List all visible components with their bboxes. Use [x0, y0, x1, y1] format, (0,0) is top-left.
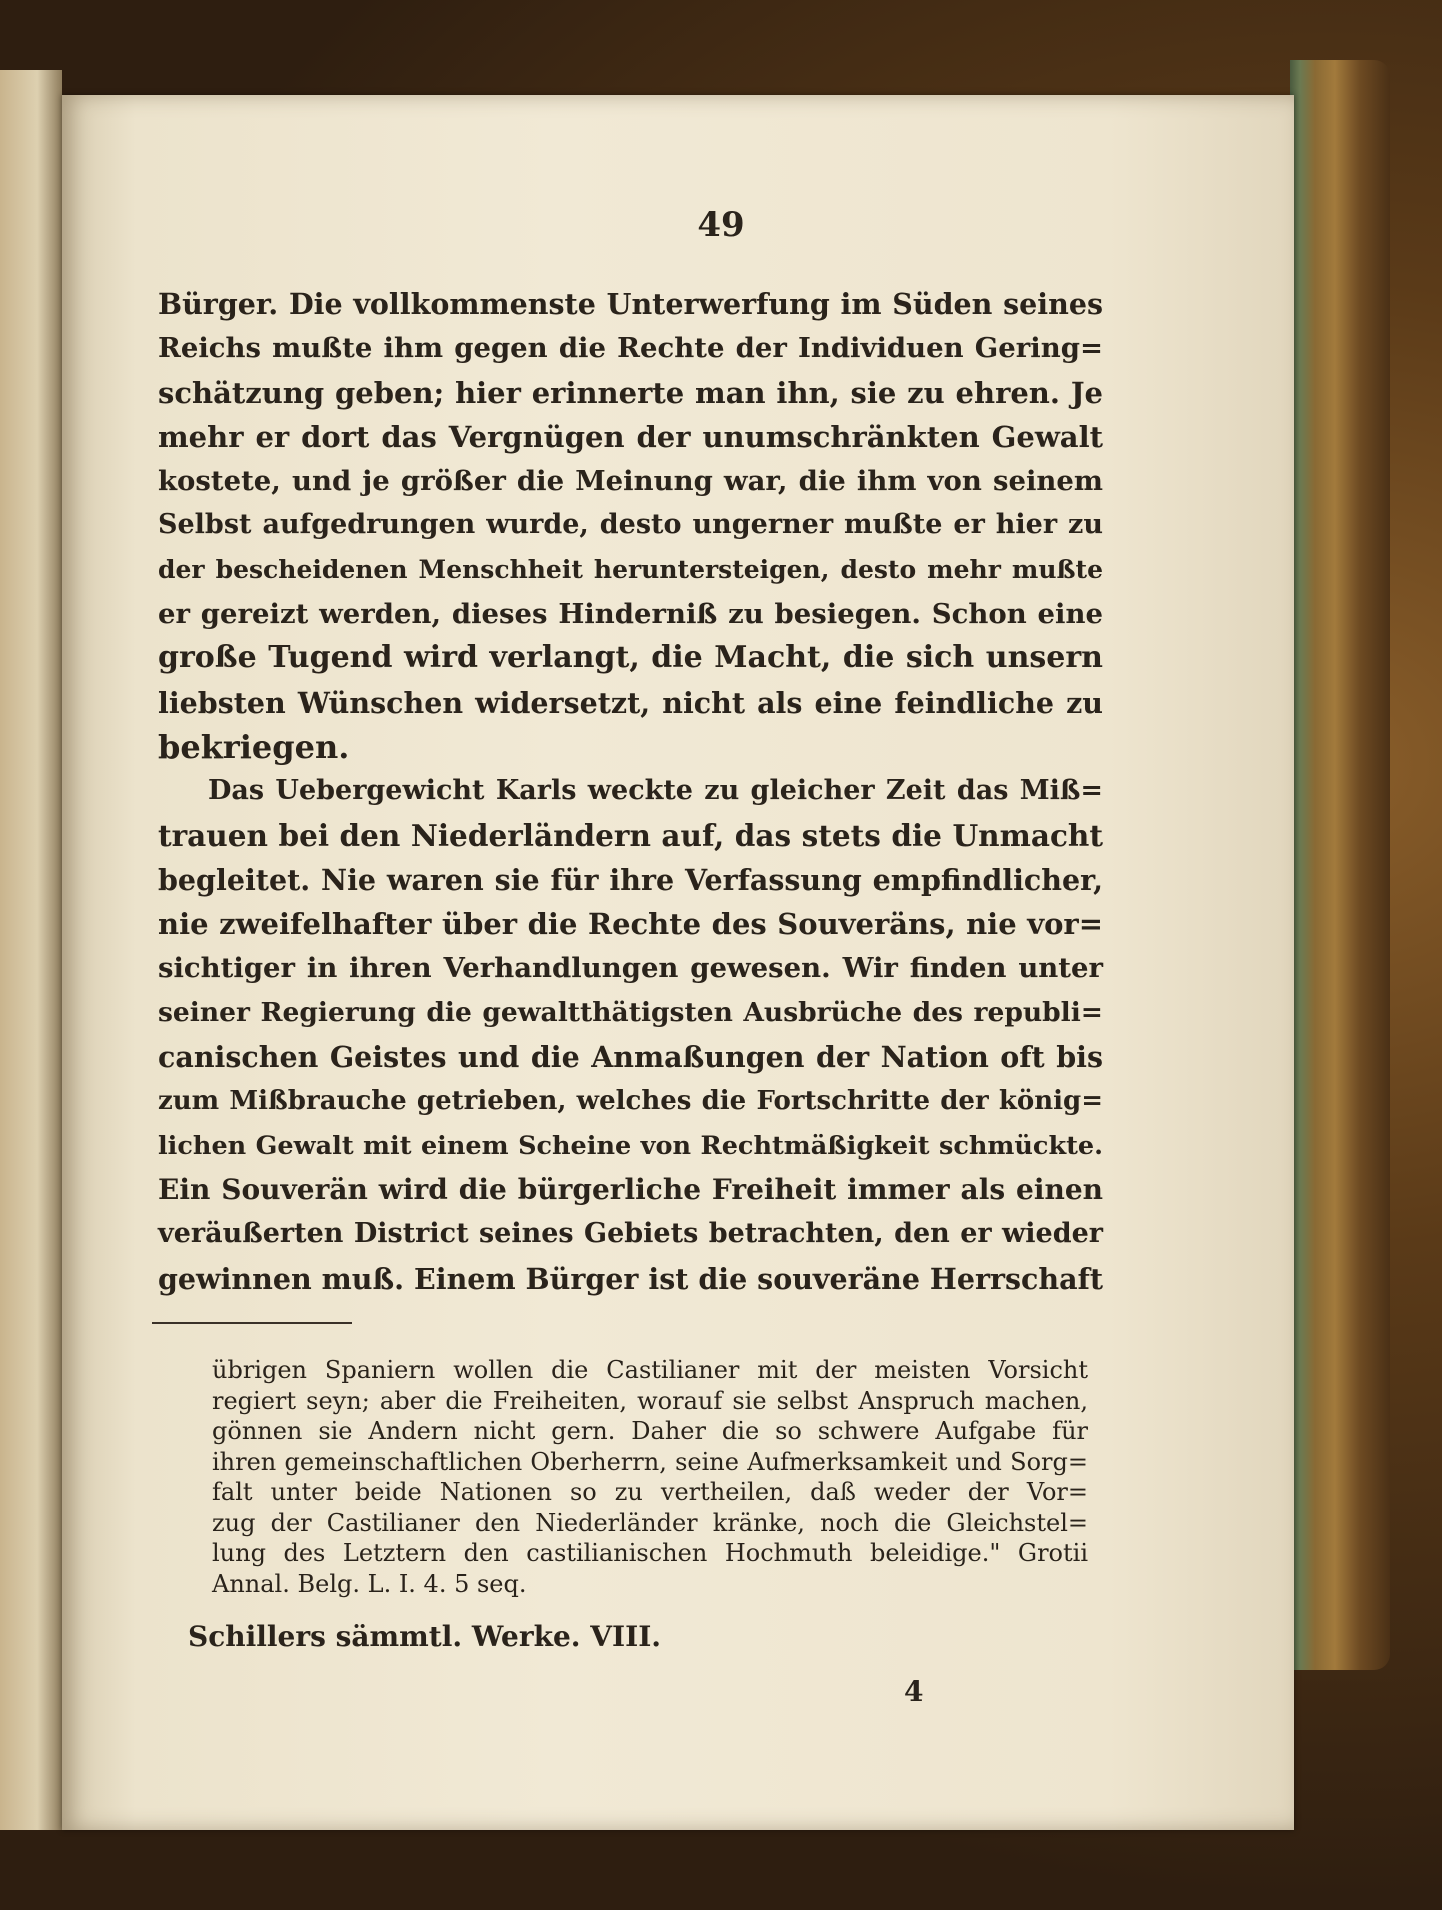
footnote-line: lung des Letztern den castilianischen Hochmuth beleidige." Grotii: [212, 1539, 1088, 1567]
text-line: große Tugend wird verlangt, die Macht, die sich unsern: [158, 640, 1103, 676]
sheet-number: 4: [904, 1675, 924, 1708]
footnote-rule: [152, 1322, 352, 1324]
footnote-line: übrigen Spaniern wollen die Castilianer mit der meisten Vorsicht: [212, 1356, 1088, 1384]
text-line: nie zweifelhafter über die Rechte des Souveräns, nie vor=: [158, 907, 1103, 942]
text-line: der bescheidenen Menschheit heruntersteigen, desto mehr mußte: [158, 554, 1103, 584]
page-number: 49: [697, 205, 745, 245]
footnote-line: gönnen sie Andern nicht gern. Daher die so schwere Aufgabe für: [212, 1417, 1088, 1445]
text-line: mehr er dort das Vergnügen der unumschränkten Gewalt: [158, 419, 1103, 454]
text-line: schätzung geben; hier erinnerte man ihn, sie zu ehren. Je: [158, 375, 1103, 410]
text-line: trauen bei den Niederländern auf, das stets die Unmacht: [158, 817, 1103, 853]
footnote-line: regiert seyn; aber die Freiheiten, worauf sie selbst Anspruch machen,: [212, 1386, 1088, 1415]
text-line: sichtiger in ihren Verhandlungen gewesen. Wir finden unter: [158, 952, 1103, 985]
left-page-edge: [0, 70, 62, 1830]
text-line: bekriegen.: [158, 727, 350, 766]
text-line: begleitet. Nie waren sie für ihre Verfassung empfindlicher,: [158, 862, 1103, 897]
footnote-line: zug der Castilianer den Niederländer kränke, noch die Gleichstel=: [212, 1508, 1088, 1537]
body-text: [158, 282, 1103, 1301]
paragraph-2: [158, 769, 1103, 1301]
text-line: Reichs mußte ihm gegen die Rechte der Individuen Gering=: [158, 332, 1103, 365]
text-line: Bürger. Die vollkommenste Unterwerfung im Süden seines: [158, 287, 1103, 321]
text-line: veräußerten District seines Gebiets betrachten, den er wieder: [158, 1218, 1103, 1250]
footnote-line: ihren gemeinschaftlichen Oberherrn, seine Aufmerksamkeit und Sorg=: [212, 1447, 1088, 1476]
footnote-line: falt unter beide Nationen so zu vertheilen, daß weder der Vor=: [212, 1478, 1088, 1506]
text-line: Selbst aufgedrungen wurde, desto ungerner mußte er hier zu: [158, 509, 1103, 541]
text-line: canischen Geistes und die Anmaßungen der Nation oft bis: [158, 1040, 1103, 1075]
printer-signature: Schillers sämmtl. Werke. VIII.: [188, 1620, 662, 1653]
text-line: Das Uebergewicht Karls weckte zu gleicher Zeit das Miß=: [208, 775, 1103, 807]
paragraph-1: [158, 282, 1103, 769]
footnote: [212, 1355, 1088, 1599]
text-line: kostete, und je größer die Meinung war, die ihm von seinem: [158, 465, 1103, 498]
text-line: er gereizt werden, dieses Hinderniß zu besiegen. Schon eine: [158, 598, 1103, 631]
text-line: gewinnen muß. Einem Bürger ist die souveräne Herrschaft: [158, 1261, 1103, 1296]
text-line: seiner Regierung die gewaltthätigsten Ausbrüche des republi=: [158, 996, 1103, 1028]
text-line: liebsten Wünschen widersetzt, nicht als eine feindliche zu: [158, 685, 1103, 720]
text-line: Ein Souverän wird die bürgerliche Freiheit immer als einen: [158, 1172, 1103, 1206]
text-line: zum Mißbrauche getrieben, welches die Fortschritte der könig=: [158, 1086, 1103, 1117]
book-cover-edge: [1290, 60, 1390, 1670]
footnote-line: Annal. Belg. L. I. 4. 5 seq.: [212, 1569, 527, 1598]
text-line: lichen Gewalt mit einem Scheine von Rechtmäßigkeit schmückte.: [158, 1130, 1103, 1161]
